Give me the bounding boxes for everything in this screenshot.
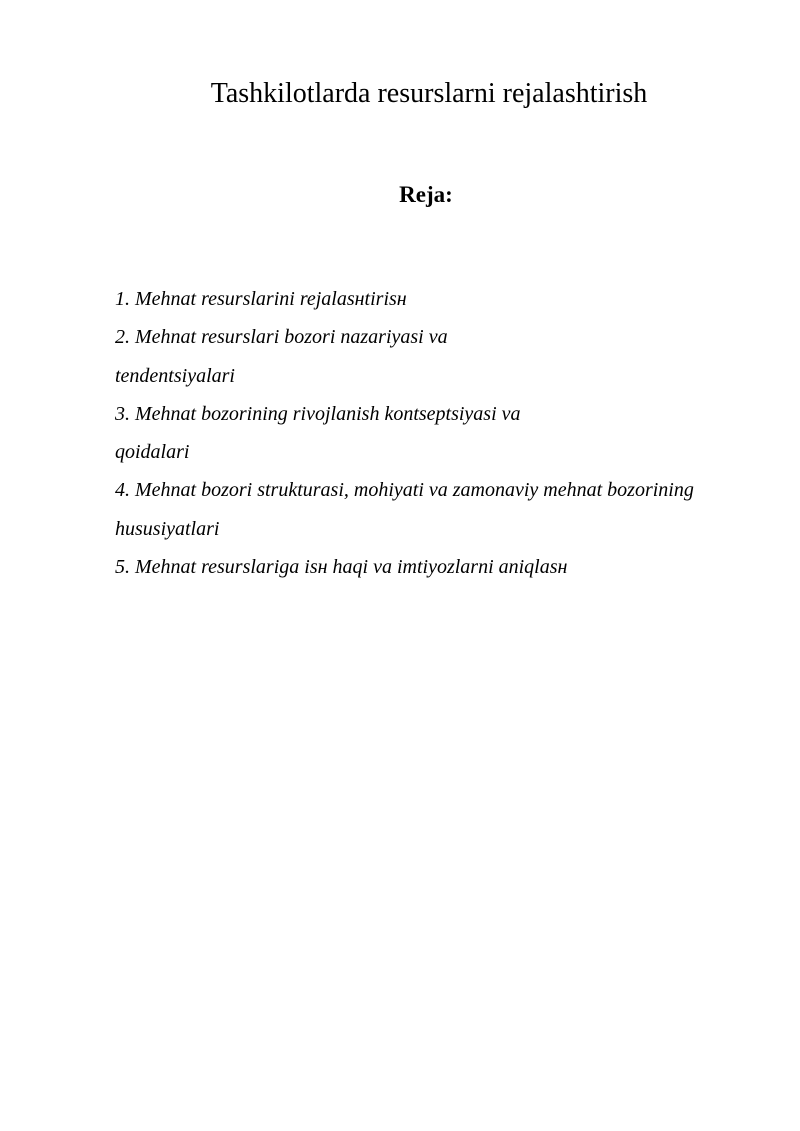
- plan-item-line: qoidalari: [115, 441, 190, 464]
- plan-item-line: tendentsiyalari: [115, 364, 235, 387]
- plan-item-line: 5. Mehnat resurslariga isн haqi va imtiyozlarni aniqlasн: [115, 556, 568, 579]
- plan-item: [115, 471, 775, 548]
- plan-heading: Reja:: [399, 182, 453, 207]
- plan-item-line: 3. Mehnat bozorining rivojlanish kontseptsiyasi va: [115, 402, 521, 425]
- plan-item: [115, 280, 775, 318]
- plan-item-line: 2. Mehnat resurslari bozori nazariyasi va: [115, 326, 448, 349]
- document-title: Tashkilotlarda resurslarni rejalashtirish: [210, 78, 648, 109]
- plan-item-line: hususiyatlari: [115, 517, 220, 540]
- plan-item-line: 1. Mehnat resurslarini rejalasнtirisн: [115, 288, 407, 310]
- plan-list: [115, 280, 775, 586]
- plan-item: [115, 318, 775, 395]
- plan-item-line: 4. Mehnat bozori strukturasi, mohiyati va zamonaviy mehnat bozorining: [115, 479, 694, 502]
- plan-item: [115, 395, 775, 472]
- plan-item: [115, 548, 775, 586]
